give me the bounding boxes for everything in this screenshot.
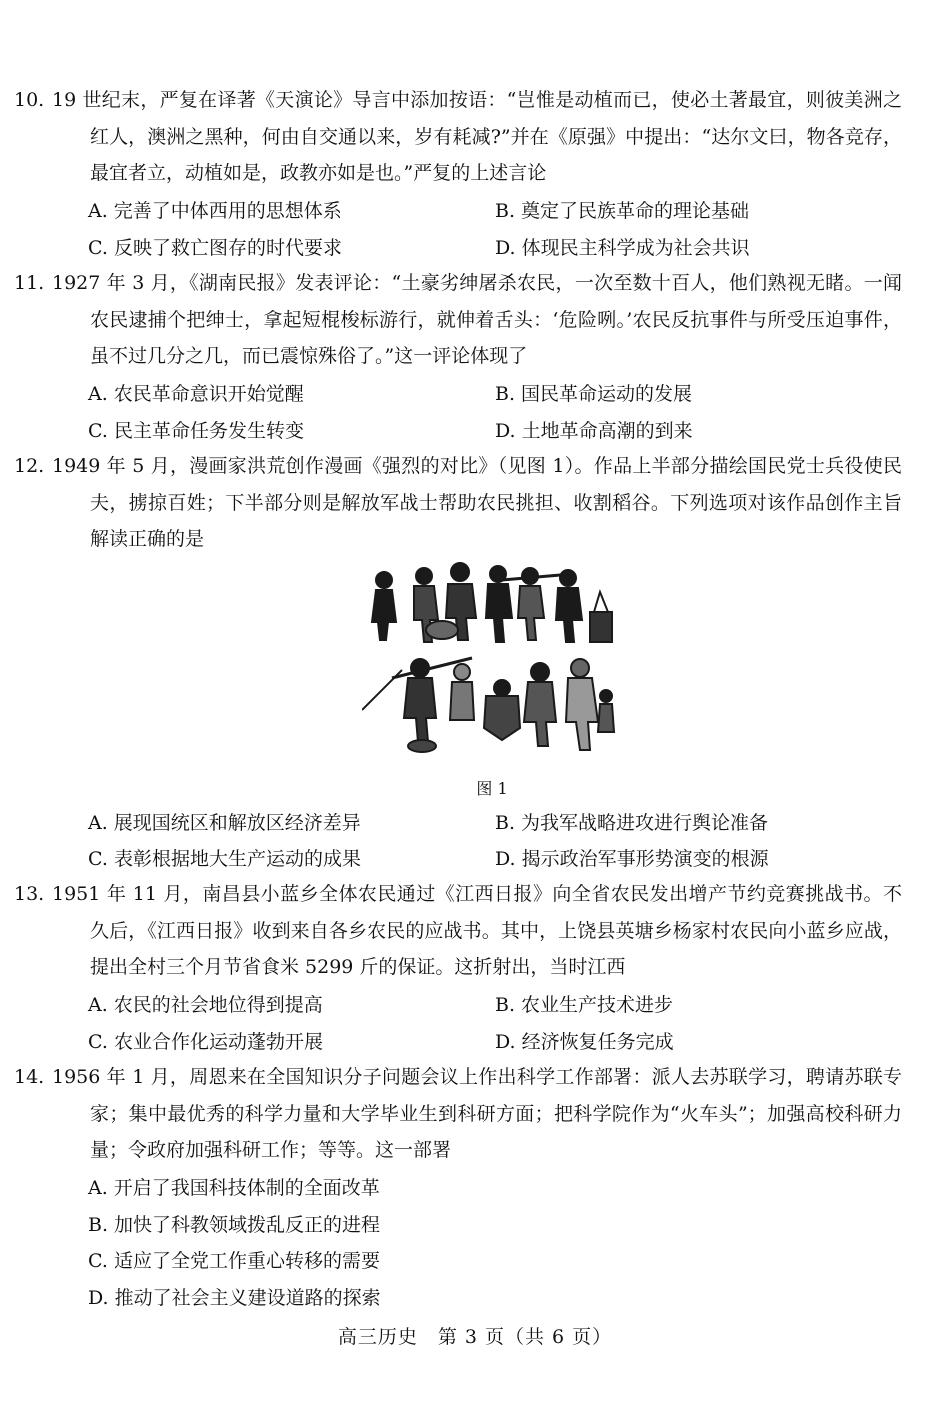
options (52, 375, 902, 448)
option-c: C. 农业合作化运动蓬勃开展 (88, 1030, 323, 1053)
question-12-options (52, 803, 902, 876)
question-stem: 14. 1956 年 1 月，周恩来在全国知识分子问题会议上作出科学工作部署：派人去苏联学习，聘请苏联专家；集中最优秀的科学力量和大学毕业生到科研方面；把科学院作为“火车头”；加强高校科研力量；令政府加强科研工作；等等。这一部署 (14, 1066, 902, 1161)
option-c: C. 反映了救亡图存的时代要求 (88, 236, 342, 259)
option-a: A. 农民的社会地位得到提高 (88, 994, 323, 1017)
option-b: B. 奠定了民族革命的理论基础 (495, 200, 750, 223)
option-d: D. 土地革命高潮的到来 (495, 419, 693, 442)
question-13 (14, 876, 902, 1059)
option-c: C. 表彰根据地大生产运动的成果 (88, 848, 361, 871)
option-d: D. 经济恢复任务完成 (495, 1030, 674, 1053)
option-row (52, 1022, 902, 1059)
question-text: 19 世纪末，严复在译著《天演论》导言中添加按语：“岂惟是动植而已，使必土著最宜，则彼美洲之红人，澳洲之黑种，何由自交通以来，岁有耗减?”并在《原强》中提出：“达尔文曰，物各竞存，最宜者立，动植如是，政教亦如是也。”严复的上述言论 (52, 89, 902, 184)
question-text: 1956 年 1 月，周恩来在全国知识分子问题会议上作出科学工作部署：派人去苏联学习，聘请苏联专家；集中最优秀的科学力量和大学毕业生到科研方面；把科学院作为“火车头”；加强高校科研力量；令政府加强科研工作；等等。这一部署 (52, 1066, 902, 1161)
options (52, 192, 902, 265)
option-row (52, 411, 902, 448)
question-stem: 10. 19 世纪末，严复在译著《天演论》导言中添加按语：“岂惟是动植而已，使必土著最宜，则彼美洲之红人，澳洲之黑种，何由自交通以来，岁有耗减?”并在《原强》中提出：“达尔文曰，物各竞存，最宜者立，动植如是，政教亦如是也。”严复的上述言论 (14, 89, 902, 184)
option-a: A. 完善了中体西用的思想体系 (88, 200, 342, 223)
option-row (52, 986, 902, 1023)
question-text: 1951 年 11 月，南昌县小蓝乡全体农民通过《江西日报》向全省农民发出增产节约竞赛挑战书。不久后，《江西日报》收到来自各乡农民的应战书。其中，上饶县英塘乡杨家村农民向小蓝乡应战，提出全村三个月节省食米 5299 斤的保证。这折射出，当时江西 (52, 883, 902, 978)
options (52, 803, 902, 876)
option-c: C. 民主革命任务发生转变 (88, 419, 304, 442)
option-a: A. 农民革命意识开始觉醒 (88, 383, 304, 406)
question-12 (14, 448, 902, 558)
cartoon-figure (362, 560, 622, 764)
question-11 (14, 265, 902, 448)
option-row (52, 192, 902, 229)
option-d: D. 揭示政治军事形势演变的根源 (495, 848, 769, 871)
option-d: D. 推动了社会主义建设道路的探索 (88, 1286, 381, 1309)
question-10 (14, 82, 902, 265)
option-b: B. 国民革命运动的发展 (495, 383, 693, 406)
option-c: C. 适应了全党工作重心转移的需要 (88, 1250, 380, 1273)
option-b: B. 为我军战略进攻进行舆论准备 (495, 811, 769, 834)
option-a: A. 展现国统区和解放区经济差异 (88, 811, 361, 834)
option-row (52, 228, 902, 265)
option-row (52, 375, 902, 412)
options (52, 986, 902, 1059)
option-a: A. 开启了我国科技体制的全面改革 (88, 1177, 380, 1200)
option-b: B. 加快了科教领域拨乱反正的进程 (88, 1213, 381, 1236)
question-text: 1949 年 5 月，漫画家洪荒创作漫画《强烈的对比》（见图 1）。作品上半部分描绘国民党士兵役使民夫，掳掠百姓；下半部分则是解放军战士帮助农民挑担、收割稻谷。下列选项对该作品创作主旨解读正确的是 (52, 455, 902, 550)
question-stem: 12. 1949 年 5 月，漫画家洪荒创作漫画《强烈的对比》（见图 1）。作品上半部分描绘国民党士兵役使民夫，掳掠百姓；下半部分则是解放军战士帮助农民挑担、收割稻谷。下列选项对该作品创作主旨解读正确的是 (14, 455, 902, 550)
question-text: 1927 年 3 月，《湖南民报》发表评论：“土豪劣绅屠杀农民，一次至数十百人，他们熟视无睹。一闻农民逮捕个把绅士，拿起短棍梭标游行，就伸着舌头：‘危险咧。’农民反抗事件与所受压迫事件，虽不过几分之几，而已震惊殊俗了。”这一评论体现了 (52, 272, 902, 367)
figure-caption: 图 1 (476, 779, 508, 798)
page-footer: 高三历史 第 3 页（共 6 页） (337, 1326, 613, 1348)
option-b: B. 农业生产技术进步 (495, 994, 674, 1017)
question-14 (14, 1059, 902, 1315)
options (52, 1169, 902, 1315)
option-d: D. 体现民主科学成为社会共识 (495, 236, 750, 259)
option-row (52, 803, 902, 840)
question-stem: 11. 1927 年 3 月，《湖南民报》发表评论：“土豪劣绅屠杀农民，一次至数十百人，他们熟视无睹。一闻农民逮捕个把绅士，拿起短棍梭标游行，就伸着舌头：‘危险咧。’农民反抗事件与所受压迫事件，虽不过几分之几，而已震惊殊俗了。”这一评论体现了 (14, 272, 902, 367)
question-stem: 13. 1951 年 11 月，南昌县小蓝乡全体农民通过《江西日报》向全省农民发出增产节约竞赛挑战书。不久后，《江西日报》收到来自各乡农民的应战书。其中，上饶县英塘乡杨家村农民向小蓝乡应战，提出全村三个月节省食米 5299 斤的保证。这折射出，当时江西 (14, 883, 902, 978)
option-row (52, 840, 902, 877)
